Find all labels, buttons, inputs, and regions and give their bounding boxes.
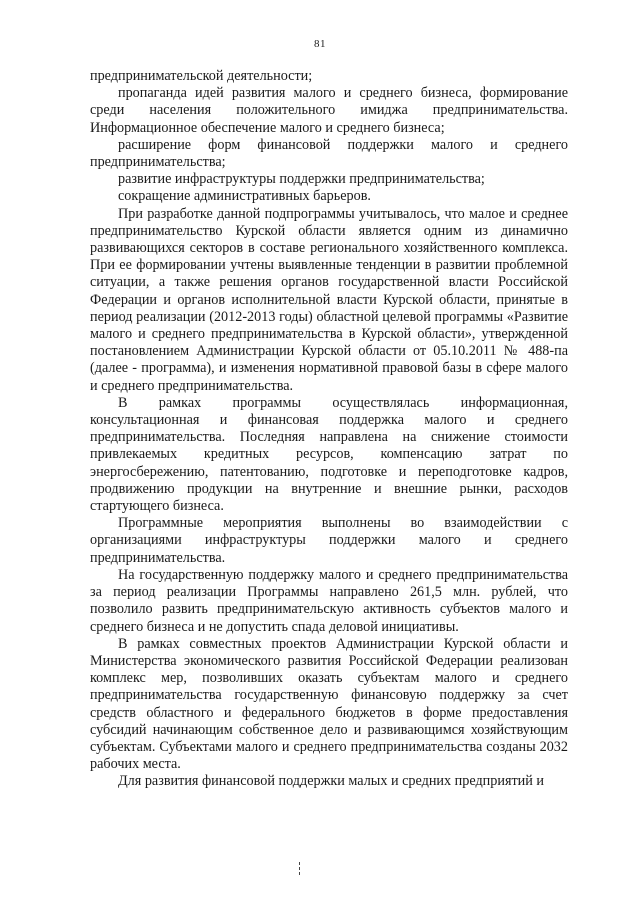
paragraph: расширение форм финансовой поддержки малого и среднего предпринимательства;: [90, 136, 568, 171]
paragraph: В рамках совместных проектов Администрации Курской области и Министерства экономического развития Российской Федерации реализован комплекс мер, позволивших оказать субъектам малого и среднего предпринимательства государственную финансовую поддержку за счет средств областного и федерального бюджетов в форме предоставления субсидий начинающим собственное дело и развивающимся хозяйствующим субъектам. Субъектами малого и среднего предпринимательства созданы 2032 рабочих места.: [90, 635, 568, 773]
paragraph: предпринимательской деятельности;: [90, 68, 313, 84]
paragraph: пропаганда идей развития малого и среднего бизнеса, формирование среди населения положительного имиджа предпринимательства. Информационное обеспечение малого и среднего бизнеса;: [90, 85, 568, 136]
paragraph: сокращение административных барьеров.: [118, 188, 371, 205]
page-number: 81: [314, 38, 326, 50]
document-body: [90, 68, 568, 791]
paragraph: Программные мероприятия выполнены во взаимодействии с организациями инфраструктуры поддержки малого и среднего предпринимательства.: [90, 515, 568, 566]
paragraph: Для развития финансовой поддержки малых и средних предприятий и: [118, 773, 544, 790]
paragraph: развитие инфраструктуры поддержки предпринимательства;: [118, 171, 485, 188]
paragraph: В рамках программы осуществлялась информационная, консультационная и финансовая поддержка малого и среднего предпринимательства. Последняя направлена на снижение стоимости привлекаемых кредитных ресурсов, компенсацию затрат по энергосбережению, патентованию, подготовке и переподготовке кадров, продвижению продукции на внутренние и внешние рынки, расходов стартующего бизнеса.: [90, 394, 568, 515]
paragraph: На государственную поддержку малого и среднего предпринимательства за период реализации Программы направлено 261,5 млн. рублей, что позволило развить предпринимательскую активность субъектов малого и среднего бизнеса и не допустить спада деловой инициативы.: [90, 566, 568, 635]
scan-mark: [298, 862, 302, 882]
paragraph: При разработке данной подпрограммы учитывалось, что малое и среднее предпринимательство Курской области является одним из динамично развивающихся секторов в составе регионального хозяйственного комплекса. При ее формировании учтены выявленные тенденции в развитии проблемной ситуации, а также решения органов государственной власти Российской Федерации и органов исполнительной власти Курской области, принятые в период реализации (2012-2013 годы) областной целевой программы «Развитие малого и среднего предпринимательства в Курской области», утвержденной постановлением Администрации Курской области от 05.10.2011 № 488-па (далее - программа), и изменения нормативной правовой базы в сфере малого и среднего предпринимательства.: [90, 205, 568, 394]
